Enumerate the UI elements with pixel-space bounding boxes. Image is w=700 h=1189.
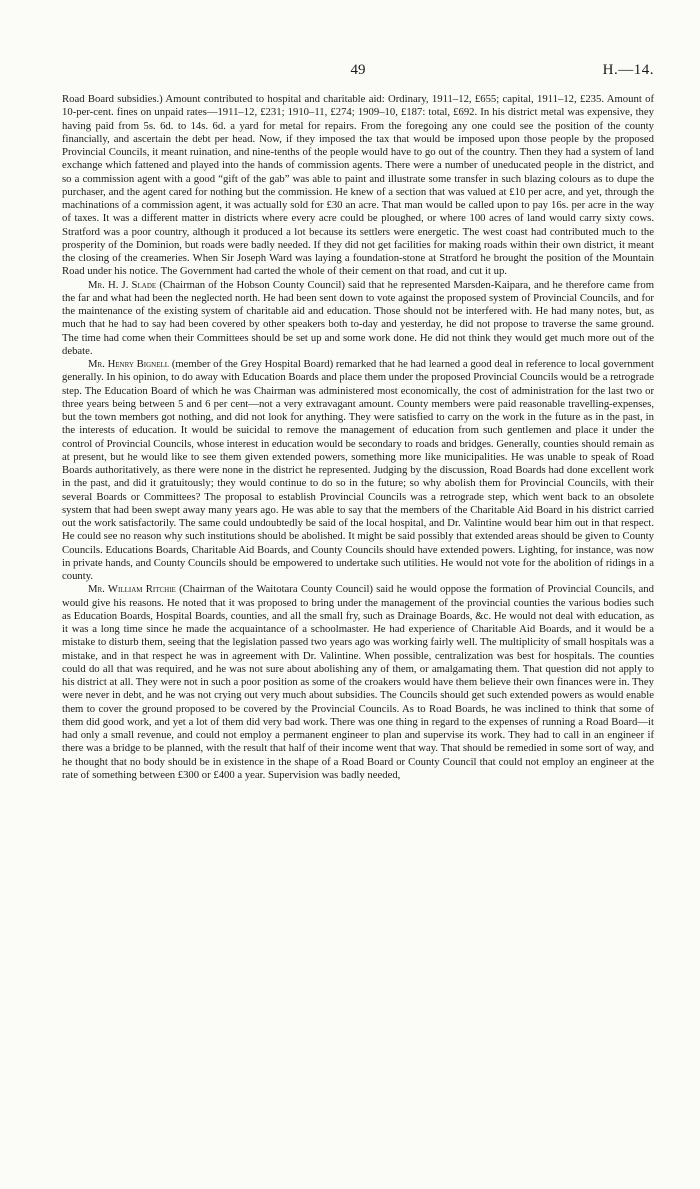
speaker-name: Mr. William Ritchie — [88, 583, 176, 596]
paragraph-continuation — [62, 93, 654, 279]
speaker-name: Mr. Henry Bignell — [88, 358, 170, 370]
paragraph-bignell — [62, 358, 654, 583]
paragraph-text: Road Board subsidies.) Amount contributed to hospital and charitable aid: Ordinary, 1911–12, £655; capital, 1911–12, £235. Amount of 10-per-cent. fines on unpaid rates—1911–12, £231; 1910–11, £274; 1909–10, £187: total, £692. In his district metal was expensive, they having paid from 5s. 6d. to 14s. 6d. a yard for metal for repairs. From the foregoing any one could see the position of the county financially, and ascertain the debt per head. Now, if they imposed the tax that would be imposed upon those people by the proposed Provincial Councils, it meant ruination, and nine-tenths of the people would have to go out of the country. Then they had a system of land exchange which fattened and played into the hands of commission agents. There were a number of uneducated people in the district, and so a commission agent with a good “gift of the gab” was able to paint and illustrate some transfer in such blazing colours as to dupe the purchaser, and the agent cared for nothing but the commission. He knew of a section that was valued at £10 per acre, and yet, through the machinations of a commission agent, it was actually sold for £30 an acre. That man would be called upon to pay 16s. per acre in the way of taxes. It was a different matter in districts where every acre could be ploughed, or where 100 acres of land would carry sixty cows. Stratford was a poor country, although it produced a lot because its settlers were energetic. The west coast had contributed much to the prosperity of the Dominion, but roads were badly needed. If they did not get facilities for making roads within their own district, it meant the closing of the creameries. When Sir Joseph Ward was laying a foundation-stone at Stratford he brought the position of the Mountain Road under his notice. The Government had carted the whole of their cement on that road, and cut it up. — [62, 93, 654, 278]
paragraph-slade — [62, 279, 654, 359]
page-number: 49 — [350, 62, 366, 78]
page-header — [62, 62, 654, 82]
paragraph-text: (Chairman of the Hobson County Council) said that he represented Marsden-Kaipara, and he therefore came from the far and what had been the neglected north. He had been sent down to vote against the proposed system of Provincial Councils, and for the maintenance of the existing system of charitable aid and education. Those should not be interfered with. He had many notes, but, as much that he had to say had been covered by other speakers both to-day and yesterday, he did not propose to traverse the same ground. The time had come when their Committees should be set up and some work done. He did not think they would get much more out of the debate. — [62, 278, 655, 357]
document-reference: H.—14. — [602, 62, 654, 78]
body-text — [62, 93, 654, 782]
paragraph-text: (member of the Grey Hospital Board) remarked that he had learned a good deal in reference to local government generally. In his opinion, to do away with Education Boards and place them under the proposed Provincial Councils would be a retrograde step. The Education Board of which he was Chairman was administered most economically, the cost of administration for the last two or three years being between 5 and 6 per cent—not a very extravagant amount. County members were paid reasonable travelling-expenses, but the town members got nothing, and did not look for anything. They were satisfied to carry on the work in the future as in the past, in the interests of education. It would be suicidal to remove the management of education from such gentlemen and place it under the control of Provincial Councils, whose interest in education would be secondary to roads and bridges. Generally, counties should remain as at present, but he would like to see them given extended powers, something more like municipalities. He was unable to speak of Road Boards authoritatively, as there were none in the district he represented. Judging by the discussion, Road Boards had done excellent work in the past, and did it gratuitously; they would continue to do so in the future; so why abolish them for Provincial Councils, with their several Boards or Committees? The proposal to establish Provincial Councils was a retrograde step, which went back to an obsolete system that had been swept away many years ago. He was able to say that the members of the Charitable Aid Board in his district carried out the work satisfactorily. The same could undoubtedly be said of the local hospital, and Dr. Valintine would bear him out in that respect. He could see no reason why such institutions should be abolished. It might be said possibly that extended areas should be given to County Councils. Educations Boards, Charitable Aid Boards, and County Councils should have extended powers. Lighting, for instance, was now in private hands, and County Councils should be empowered to undertake such utilities. He would not vote for the abolition of ridings in a county. — [62, 358, 655, 582]
paragraph-ritchie — [62, 583, 654, 782]
paragraph-text: (Chairman of the Waitotara County Council) said he would oppose the formation of Provincial Councils, and would give his reasons. He noted that it was proposed to bring under the management of the provincial counties the various bodies such as Education Boards, Hospital Boards, counties, and all the small fry, such as Drainage Boards, &c. He would not deal with education, as it was a long time since he made the acquaintance of a schoolmaster. He had experience of Charitable Aid Boards, and it would be a mistake to disturb them, seeing that the legislation passed two years ago was working fairly well. The multiplicity of small hospitals was a mistake, and in that respect he was in agreement with Dr. Valintine. When possible, centralization was best for hospitals. The counties could do all that was required, and he was not sure about abolishing any of them, or amalgamating them. That question did not apply to his district at all. They were not in such a poor position as some of the croakers would have them believe their own finances were in. They were never in debt, and he was not crying out very much about subsidies. The Councils should get such extended powers as would enable them to cover the ground proposed to be covered by the Provincial Councils. As to Road Boards, he was inclined to think that some of them did good work, and yet a lot of them did very bad work. There was one thing in regard to the expenses of running a Road Board—it had only a small revenue, and could not employ a permanent engineer to plan and supervise its work. They had to call in an engineer if there was a bridge to be planned, with the result that half of their income went that way. That should be remedied in some sort of way, and he thought that no body should be in existence in the shape of a Road Board or County Council that could not employ an engineer at the rate of something between £300 or £400 a year. Supervision was badly needed, — [62, 583, 654, 781]
speaker-name: Mr. H. J. Slade — [88, 278, 157, 291]
